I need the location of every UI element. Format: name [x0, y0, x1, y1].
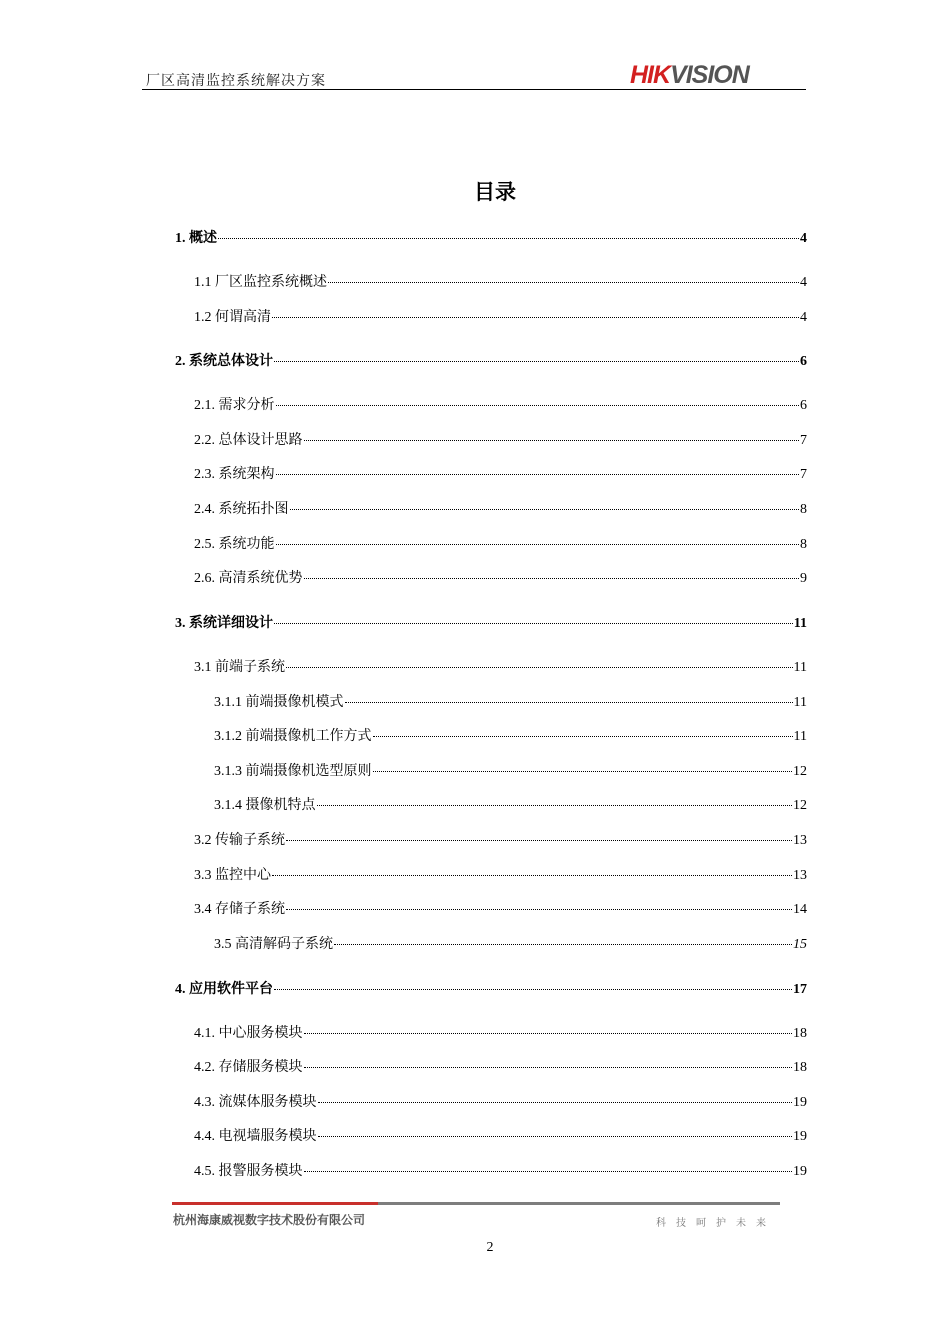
- logo-hik: HIK: [630, 61, 671, 89]
- toc-entry[interactable]: [175, 353, 807, 371]
- toc-leader: [286, 667, 793, 668]
- toc-entry[interactable]: [214, 694, 807, 712]
- toc-entry[interactable]: [175, 981, 807, 999]
- toc-leader: [276, 544, 800, 545]
- toc-leader: [318, 1102, 793, 1103]
- toc-leader: [304, 1067, 793, 1068]
- toc-label: 2.4. 系统拓扑图: [194, 502, 289, 517]
- toc-page: 14: [793, 902, 807, 917]
- header-title: 厂区高清监控系统解决方案: [146, 73, 326, 89]
- footer-rule-gray: [378, 1202, 780, 1205]
- toc-leader: [334, 944, 792, 945]
- toc-leader: [373, 771, 793, 772]
- toc-leader: [318, 1136, 793, 1137]
- toc-label: 3.3 监控中心: [194, 868, 271, 883]
- toc-label: 3.1.3 前端摄像机选型原则: [214, 764, 372, 779]
- toc-page: 13: [793, 833, 807, 848]
- toc-leader: [274, 989, 792, 990]
- toc-entry[interactable]: [194, 1059, 807, 1077]
- toc-leader: [272, 317, 799, 318]
- toc-leader: [286, 840, 792, 841]
- toc-label: 3.1.1 前端摄像机模式: [214, 695, 344, 710]
- toc-entry[interactable]: [175, 230, 807, 248]
- toc-entry[interactable]: [214, 936, 807, 954]
- toc-page: 6: [800, 398, 807, 413]
- toc-label: 4.3. 流媒体服务模块: [194, 1095, 317, 1110]
- toc-leader: [274, 361, 799, 362]
- toc-leader: [218, 238, 799, 239]
- toc-entry[interactable]: [194, 466, 807, 484]
- toc-label: 2. 系统总体设计: [175, 354, 273, 369]
- toc-entry[interactable]: [194, 867, 807, 885]
- toc-page: 12: [793, 798, 807, 813]
- toc-entry[interactable]: [214, 797, 807, 815]
- toc-label: 1.2 何谓高清: [194, 310, 271, 325]
- toc-entry[interactable]: [214, 728, 807, 746]
- toc-page: 17: [793, 982, 807, 997]
- toc-page: 11: [793, 616, 807, 631]
- toc-page: 4: [800, 310, 807, 325]
- toc-entry[interactable]: [175, 615, 807, 633]
- toc-page: 19: [793, 1164, 807, 1179]
- toc-label: 1.1 厂区监控系统概述: [194, 275, 327, 290]
- toc-label: 4.2. 存储服务模块: [194, 1060, 303, 1075]
- toc-page: 15: [793, 937, 807, 952]
- toc-page: 13: [793, 868, 807, 883]
- toc-leader: [272, 875, 792, 876]
- toc-label: 2.3. 系统架构: [194, 467, 275, 482]
- toc-page: 18: [793, 1026, 807, 1041]
- toc-label: 3.1 前端子系统: [194, 660, 285, 675]
- toc-page: 6: [800, 354, 807, 369]
- toc-label: 3.1.2 前端摄像机工作方式: [214, 729, 372, 744]
- toc-page: 8: [800, 502, 807, 517]
- toc-entry[interactable]: [194, 536, 807, 554]
- toc-leader: [276, 474, 800, 475]
- toc-page: 12: [793, 764, 807, 779]
- toc-label: 2.1. 需求分析: [194, 398, 275, 413]
- toc-leader: [328, 282, 799, 283]
- toc-label: 3.5 高清解码子系统: [214, 937, 333, 952]
- toc-leader: [317, 805, 793, 806]
- toc-label: 3.2 传输子系统: [194, 833, 285, 848]
- toc-label: 3.1.4 摄像机特点: [214, 798, 316, 813]
- toc-page: 11: [793, 660, 807, 675]
- toc-page: 8: [800, 537, 807, 552]
- toc-entry[interactable]: [194, 274, 807, 292]
- toc-title: 目录: [474, 180, 516, 204]
- hikvision-logo: [630, 61, 749, 90]
- toc-label: 2.6. 高清系统优势: [194, 571, 303, 586]
- toc-page: 11: [793, 729, 807, 744]
- toc-page: 9: [800, 571, 807, 586]
- footer-slogan: 科技呵护未来: [656, 1218, 776, 1229]
- toc-label: 2.5. 系统功能: [194, 537, 275, 552]
- toc-entry[interactable]: [194, 1128, 807, 1146]
- header-rule: [142, 89, 806, 90]
- toc-entry[interactable]: [194, 1163, 807, 1181]
- toc-page: 18: [793, 1060, 807, 1075]
- toc-entry[interactable]: [194, 659, 807, 677]
- toc-page: 19: [793, 1129, 807, 1144]
- toc-leader: [274, 623, 793, 624]
- toc-page: 19: [793, 1095, 807, 1110]
- toc-leader: [304, 1171, 793, 1172]
- toc-label: 4.1. 中心服务模块: [194, 1026, 303, 1041]
- toc-label: 4. 应用软件平台: [175, 982, 273, 997]
- toc-entry[interactable]: [194, 570, 807, 588]
- toc-page: 4: [800, 275, 807, 290]
- toc-entry[interactable]: [194, 432, 807, 450]
- toc-label: 3.4 存储子系统: [194, 902, 285, 917]
- toc-leader: [304, 578, 800, 579]
- footer-company: 杭州海康威视数字技术股份有限公司: [173, 1213, 366, 1227]
- toc-leader: [304, 1033, 793, 1034]
- toc-label: 3. 系统详细设计: [175, 616, 273, 631]
- toc-leader: [345, 702, 793, 703]
- toc-page: 7: [800, 433, 807, 448]
- toc-label: 2.2. 总体设计思路: [194, 433, 303, 448]
- logo-vision: VISION: [670, 61, 749, 89]
- toc-leader: [304, 440, 800, 441]
- toc-leader: [276, 405, 800, 406]
- toc-page: 11: [793, 695, 807, 710]
- footer-rule-red: [172, 1202, 378, 1205]
- toc-entry[interactable]: [194, 832, 807, 850]
- toc-entry[interactable]: [194, 309, 807, 327]
- toc-page: 7: [800, 467, 807, 482]
- page-number: 2: [486, 1240, 494, 1255]
- toc-leader: [286, 909, 792, 910]
- toc-leader: [373, 736, 793, 737]
- toc-entry[interactable]: [194, 1094, 807, 1112]
- toc-entry[interactable]: [194, 901, 807, 919]
- toc-entry[interactable]: [194, 397, 807, 415]
- toc-entry[interactable]: [194, 501, 807, 519]
- toc-page: 4: [800, 231, 807, 246]
- toc-entry[interactable]: [194, 1025, 807, 1043]
- toc-label: 1. 概述: [175, 231, 217, 246]
- toc-entry[interactable]: [214, 763, 807, 781]
- toc-label: 4.4. 电视墙服务模块: [194, 1129, 317, 1144]
- toc-leader: [290, 509, 800, 510]
- toc-label: 4.5. 报警服务模块: [194, 1164, 303, 1179]
